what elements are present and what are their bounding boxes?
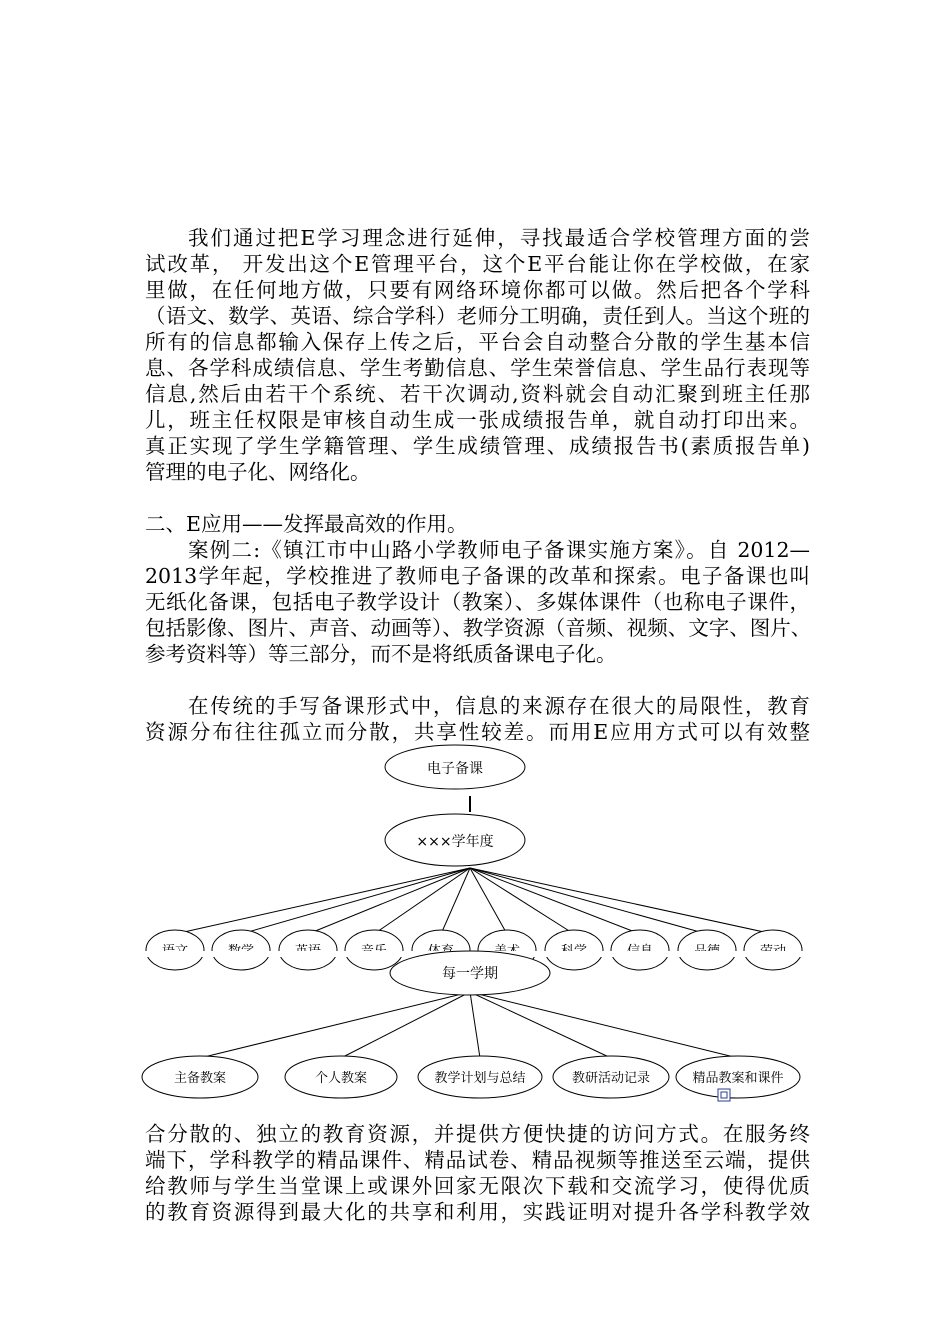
para2-line: 2013学年起，学校推进了教师电子备课的改革和探索。电子备课也叫 (145, 564, 810, 588)
para1-line: 里做，在任何地方做，只要有网络环境你都可以做。然后把各个学科 (145, 278, 810, 302)
item-label: 精品教案和课件 (692, 1071, 784, 1086)
fan-line (241, 868, 470, 934)
para1-line: 试改革， 开发出这个E管理平台，这个E平台能让你在学校做，在家 (145, 252, 810, 276)
fan-line (470, 992, 738, 1058)
anchor-icon (718, 1089, 730, 1101)
fan-line (470, 992, 611, 1058)
fan-line (175, 868, 470, 934)
para1-line: 真正实现了学生学籍管理、学生成绩管理、成绩报告书(素质报告单) (145, 434, 810, 458)
item-label: 教学计划与总结 (434, 1071, 526, 1086)
item-label: 个人教案 (314, 1071, 368, 1086)
item-label: 教研活动记录 (571, 1071, 651, 1086)
para2-line: 参考资料等）等三部分，而不是将纸质备课电子化。 (145, 642, 617, 666)
para1-line: 所有的信息都输入保存上传之后，平台会自动整合分散的学生基本信 (145, 330, 810, 354)
fan-line (470, 868, 707, 934)
para1-line: （语文、数学、英语、综合学科）老师分工明确，责任到人。当这个班的 (145, 304, 810, 328)
section-heading: 二、E应用——发挥最高效的作用。 (145, 512, 468, 536)
para1-line: 我们通过把E学习理念进行延伸，寻找最适合学校管理方面的尝 (188, 226, 810, 250)
para1-line: 儿，班主任权限是审核自动生成一张成绩报告单，就自动打印出来。 (145, 408, 810, 432)
item-label: 主备教案 (173, 1071, 227, 1086)
para3-line: 资源分布往往孤立而分散，共享性较差。而用E应用方式可以有效整 (145, 720, 810, 744)
fan-line (470, 868, 640, 934)
fan-line (470, 868, 773, 934)
para4-line: 给教师与学生当堂课上或课外回家无限次下载和交流学习，使得优质 (145, 1174, 810, 1198)
para1-line: 管理的电子化、网络化。 (145, 460, 371, 484)
root-label: 电子备课 (427, 761, 483, 777)
fan-line (470, 868, 507, 934)
year-label: ×××学年度 (416, 834, 494, 850)
para1-line: 信息,然后由若干个系统、若干次调动,资料就会自动汇聚到班主任那 (145, 382, 810, 406)
para4-line: 合分散的、独立的教育资源，并提供方便快捷的访问方式。在服务终 (145, 1122, 810, 1146)
semester-label: 每一学期 (442, 966, 498, 982)
fan-line (470, 868, 574, 934)
para1-line: 息、各学科成绩信息、学生考勤信息、学生荣誉信息、学生品行表现等 (145, 356, 810, 380)
para2-line: 案例二:《镇江市中山路小学教师电子备课实施方案》。自 2012— (188, 538, 810, 562)
para4-line: 端下，学科教学的精品课件、精品试卷、精品视频等推送至云端，提供 (145, 1148, 810, 1172)
fan-line (470, 992, 480, 1058)
para2-line: 无纸化备课，包括电子教学设计（教案）、多媒体课件（也称电子课件， (145, 590, 810, 614)
fan-line (341, 992, 470, 1058)
para4-line: 的教育资源得到最大化的共享和利用，实践证明对提升各学科教学效 (145, 1200, 810, 1224)
para3-line: 在传统的手写备课形式中，信息的来源存在很大的局限性，教育 (188, 694, 810, 718)
para2-line: 包括影像、图片、声音、动画等）、教学资源（音频、视频、文字、图片、 (145, 616, 812, 640)
fan-line (200, 992, 470, 1058)
